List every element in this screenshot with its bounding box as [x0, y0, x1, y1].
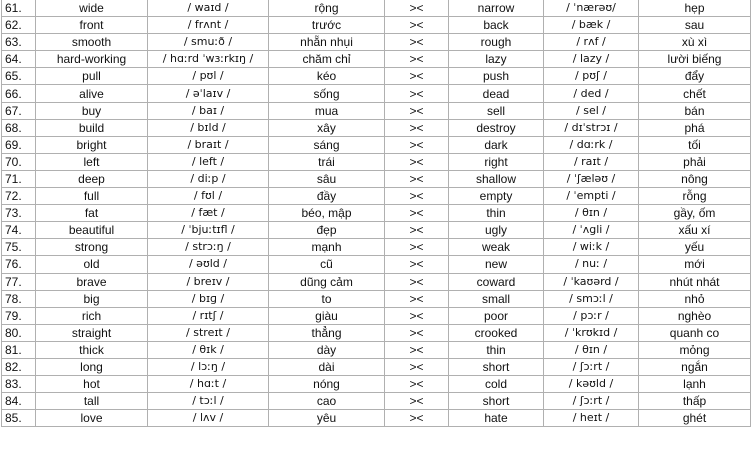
antonym-word: thin — [449, 341, 544, 358]
row-number: 73. — [2, 205, 36, 222]
word-meaning: kéo — [269, 68, 385, 85]
antonym-meaning: mới — [639, 256, 751, 273]
antonym-word: lazy — [449, 51, 544, 68]
antonym-separator: >< — [385, 376, 449, 393]
table-row — [2, 393, 751, 410]
antonym-word: crooked — [449, 324, 544, 341]
antonym-word: small — [449, 290, 544, 307]
antonym-meaning: lười biếng — [639, 51, 751, 68]
row-number: 74. — [2, 222, 36, 239]
row-number: 65. — [2, 68, 36, 85]
antonym-separator: >< — [385, 102, 449, 119]
word-meaning: sáng — [269, 136, 385, 153]
row-number: 81. — [2, 341, 36, 358]
row-number: 69. — [2, 136, 36, 153]
english-word: wide — [36, 0, 148, 17]
word-meaning: dài — [269, 358, 385, 375]
table-row — [2, 34, 751, 51]
antonym-separator: >< — [385, 85, 449, 102]
antonym-pronunciation: / θɪn / — [544, 341, 639, 358]
row-number: 72. — [2, 188, 36, 205]
word-meaning: sâu — [269, 170, 385, 187]
antonym-meaning: nghèo — [639, 307, 751, 324]
word-pronunciation: / ˈbjuːtɪfl / — [148, 222, 269, 239]
antonym-pronunciation: / ʃɔːrt / — [544, 358, 639, 375]
english-word: buy — [36, 102, 148, 119]
word-meaning: dày — [269, 341, 385, 358]
word-meaning: xây — [269, 119, 385, 136]
table-row — [2, 222, 751, 239]
antonym-separator: >< — [385, 222, 449, 239]
table-row — [2, 136, 751, 153]
row-number: 71. — [2, 170, 36, 187]
word-pronunciation: / streɪt / — [148, 324, 269, 341]
table-row — [2, 119, 751, 136]
word-pronunciation: / əˈlaɪv / — [148, 85, 269, 102]
antonym-meaning: xù xì — [639, 34, 751, 51]
word-meaning: yêu — [269, 410, 385, 427]
antonym-separator: >< — [385, 358, 449, 375]
word-pronunciation: / baɪ / — [148, 102, 269, 119]
antonym-separator: >< — [385, 205, 449, 222]
antonym-meaning: nhỏ — [639, 290, 751, 307]
antonym-pronunciation: / smɔːl / — [544, 290, 639, 307]
row-number: 84. — [2, 393, 36, 410]
antonym-meaning: bán — [639, 102, 751, 119]
antonym-pronunciation: / ʃɔːrt / — [544, 393, 639, 410]
antonym-meaning: sau — [639, 17, 751, 34]
english-word: strong — [36, 239, 148, 256]
table-row — [2, 376, 751, 393]
antonym-pronunciation: / dɪˈstrɔɪ / — [544, 119, 639, 136]
antonym-meaning: phải — [639, 153, 751, 170]
word-meaning: sống — [269, 85, 385, 102]
antonym-word: push — [449, 68, 544, 85]
word-meaning: dũng cảm — [269, 273, 385, 290]
table-row — [2, 324, 751, 341]
antonym-word: ugly — [449, 222, 544, 239]
word-pronunciation: / waɪd / — [148, 0, 269, 17]
word-meaning: rộng — [269, 0, 385, 17]
antonym-word: coward — [449, 273, 544, 290]
word-pronunciation: / smuːð / — [148, 34, 269, 51]
antonym-meaning: quanh co — [639, 324, 751, 341]
word-pronunciation: / hɑːt / — [148, 376, 269, 393]
antonym-meaning: thấp — [639, 393, 751, 410]
antonym-separator: >< — [385, 188, 449, 205]
row-number: 66. — [2, 85, 36, 102]
antonym-separator: >< — [385, 119, 449, 136]
english-word: fat — [36, 205, 148, 222]
antonym-word: dark — [449, 136, 544, 153]
row-number: 85. — [2, 410, 36, 427]
row-number: 77. — [2, 273, 36, 290]
antonym-word: back — [449, 17, 544, 34]
antonym-pronunciation: / ˈkrʊkɪd / — [544, 324, 639, 341]
word-pronunciation: / left / — [148, 153, 269, 170]
english-word: front — [36, 17, 148, 34]
antonym-meaning: nông — [639, 170, 751, 187]
english-word: beautiful — [36, 222, 148, 239]
word-pronunciation: / diːp / — [148, 170, 269, 187]
word-meaning: thẳng — [269, 324, 385, 341]
antonym-pronunciation: / ˈʃæləʊ / — [544, 170, 639, 187]
row-number: 64. — [2, 51, 36, 68]
antonym-meaning: xấu xí — [639, 222, 751, 239]
table-row — [2, 188, 751, 205]
word-pronunciation: / strɔːŋ / — [148, 239, 269, 256]
word-meaning: cao — [269, 393, 385, 410]
antonym-meaning: chết — [639, 85, 751, 102]
table-row — [2, 239, 751, 256]
word-pronunciation: / lɔːŋ / — [148, 358, 269, 375]
row-number: 61. — [2, 0, 36, 17]
word-meaning: trái — [269, 153, 385, 170]
antonym-word: sell — [449, 102, 544, 119]
english-word: rich — [36, 307, 148, 324]
table-row — [2, 51, 751, 68]
antonym-separator: >< — [385, 51, 449, 68]
english-word: build — [36, 119, 148, 136]
antonym-meaning: yếu — [639, 239, 751, 256]
row-number: 68. — [2, 119, 36, 136]
row-number: 75. — [2, 239, 36, 256]
word-pronunciation: / frʌnt / — [148, 17, 269, 34]
antonym-word: destroy — [449, 119, 544, 136]
english-word: tall — [36, 393, 148, 410]
row-number: 62. — [2, 17, 36, 34]
word-meaning: đẹp — [269, 222, 385, 239]
antonym-meaning: nhút nhát — [639, 273, 751, 290]
word-meaning: béo, mập — [269, 205, 385, 222]
word-meaning: đầy — [269, 188, 385, 205]
row-number: 83. — [2, 376, 36, 393]
row-number: 76. — [2, 256, 36, 273]
antonym-separator: >< — [385, 256, 449, 273]
table-row — [2, 290, 751, 307]
table-row — [2, 85, 751, 102]
antonym-word: shallow — [449, 170, 544, 187]
antonym-meaning: hẹp — [639, 0, 751, 17]
english-word: full — [36, 188, 148, 205]
vocabulary-table — [1, 0, 751, 427]
english-word: thick — [36, 341, 148, 358]
antonym-pronunciation: / lazy / — [544, 51, 639, 68]
antonym-separator: >< — [385, 273, 449, 290]
antonym-word: dead — [449, 85, 544, 102]
antonym-word: new — [449, 256, 544, 273]
word-pronunciation: / rɪtʃ / — [148, 307, 269, 324]
antonym-pronunciation: / nuː / — [544, 256, 639, 273]
antonym-separator: >< — [385, 34, 449, 51]
word-pronunciation: / bɪɡ / — [148, 290, 269, 307]
word-meaning: mạnh — [269, 239, 385, 256]
antonym-meaning: ghét — [639, 410, 751, 427]
row-number: 67. — [2, 102, 36, 119]
antonym-word: thin — [449, 205, 544, 222]
table-row — [2, 256, 751, 273]
table-row — [2, 307, 751, 324]
english-word: love — [36, 410, 148, 427]
word-meaning: cũ — [269, 256, 385, 273]
row-number: 80. — [2, 324, 36, 341]
antonym-pronunciation: / kəʊld / — [544, 376, 639, 393]
antonym-pronunciation: / wiːk / — [544, 239, 639, 256]
english-word: deep — [36, 170, 148, 187]
antonym-pronunciation: / ˈnærəʊ/ — [544, 0, 639, 17]
table-row — [2, 273, 751, 290]
english-word: left — [36, 153, 148, 170]
word-meaning: mua — [269, 102, 385, 119]
word-pronunciation: / lʌv / — [148, 410, 269, 427]
table-row — [2, 17, 751, 34]
antonym-separator: >< — [385, 17, 449, 34]
antonym-word: empty — [449, 188, 544, 205]
table-row — [2, 358, 751, 375]
english-word: big — [36, 290, 148, 307]
english-word: bright — [36, 136, 148, 153]
antonym-word: right — [449, 153, 544, 170]
antonym-separator: >< — [385, 393, 449, 410]
antonym-word: weak — [449, 239, 544, 256]
antonym-pronunciation: / pʊʃ / — [544, 68, 639, 85]
english-word: hot — [36, 376, 148, 393]
word-pronunciation: / fʊl / — [148, 188, 269, 205]
antonym-meaning: đẩy — [639, 68, 751, 85]
row-number: 63. — [2, 34, 36, 51]
word-pronunciation: / əʊld / — [148, 256, 269, 273]
row-number: 79. — [2, 307, 36, 324]
row-number: 82. — [2, 358, 36, 375]
antonym-pronunciation: / bæk / — [544, 17, 639, 34]
word-meaning: to — [269, 290, 385, 307]
word-pronunciation: / breɪv / — [148, 273, 269, 290]
antonym-pronunciation: / θɪn / — [544, 205, 639, 222]
antonym-separator: >< — [385, 153, 449, 170]
antonym-separator: >< — [385, 136, 449, 153]
antonym-separator: >< — [385, 324, 449, 341]
word-pronunciation: / hɑːrd ˈwɜːrkɪŋ / — [148, 51, 269, 68]
antonym-pronunciation: / ˈempti / — [544, 188, 639, 205]
row-number: 78. — [2, 290, 36, 307]
english-word: pull — [36, 68, 148, 85]
antonym-word: short — [449, 393, 544, 410]
antonym-meaning: tối — [639, 136, 751, 153]
word-meaning: chăm chỉ — [269, 51, 385, 68]
antonym-pronunciation: / ded / — [544, 85, 639, 102]
english-word: long — [36, 358, 148, 375]
vocabulary-table-body — [2, 0, 751, 427]
english-word: brave — [36, 273, 148, 290]
word-meaning: trước — [269, 17, 385, 34]
antonym-separator: >< — [385, 341, 449, 358]
word-pronunciation: / pʊl / — [148, 68, 269, 85]
antonym-meaning: phá — [639, 119, 751, 136]
antonym-separator: >< — [385, 170, 449, 187]
word-meaning: nhẵn nhụi — [269, 34, 385, 51]
antonym-meaning: ngắn — [639, 358, 751, 375]
table-row — [2, 68, 751, 85]
table-row — [2, 170, 751, 187]
antonym-word: cold — [449, 376, 544, 393]
antonym-separator: >< — [385, 307, 449, 324]
antonym-pronunciation: / raɪt / — [544, 153, 639, 170]
antonym-meaning: mỏng — [639, 341, 751, 358]
english-word: smooth — [36, 34, 148, 51]
antonym-word: short — [449, 358, 544, 375]
english-word: straight — [36, 324, 148, 341]
antonym-separator: >< — [385, 410, 449, 427]
word-pronunciation: / tɔːl / — [148, 393, 269, 410]
word-pronunciation: / fæt / — [148, 205, 269, 222]
antonym-pronunciation: / ˈkaʊərd / — [544, 273, 639, 290]
antonym-pronunciation: / sel / — [544, 102, 639, 119]
antonym-meaning: rỗng — [639, 188, 751, 205]
antonym-meaning: lạnh — [639, 376, 751, 393]
word-pronunciation: / braɪt / — [148, 136, 269, 153]
table-row — [2, 205, 751, 222]
antonym-separator: >< — [385, 290, 449, 307]
word-meaning: nóng — [269, 376, 385, 393]
word-pronunciation: / bɪld / — [148, 119, 269, 136]
table-row — [2, 153, 751, 170]
antonym-pronunciation: / pɔːr / — [544, 307, 639, 324]
antonym-pronunciation: / ˈʌgli / — [544, 222, 639, 239]
table-row — [2, 341, 751, 358]
english-word: old — [36, 256, 148, 273]
row-number: 70. — [2, 153, 36, 170]
antonym-pronunciation: / rʌf / — [544, 34, 639, 51]
antonym-word: rough — [449, 34, 544, 51]
antonym-separator: >< — [385, 68, 449, 85]
antonym-word: narrow — [449, 0, 544, 17]
english-word: alive — [36, 85, 148, 102]
table-row — [2, 102, 751, 119]
antonym-meaning: gầy, ốm — [639, 205, 751, 222]
antonym-word: poor — [449, 307, 544, 324]
word-meaning: giàu — [269, 307, 385, 324]
word-pronunciation: / θɪk / — [148, 341, 269, 358]
table-row — [2, 0, 751, 17]
english-word: hard-working — [36, 51, 148, 68]
antonym-word: hate — [449, 410, 544, 427]
table-row — [2, 410, 751, 427]
antonym-separator: >< — [385, 239, 449, 256]
antonym-separator: >< — [385, 0, 449, 17]
antonym-pronunciation: / heɪt / — [544, 410, 639, 427]
antonym-pronunciation: / dɑːrk / — [544, 136, 639, 153]
